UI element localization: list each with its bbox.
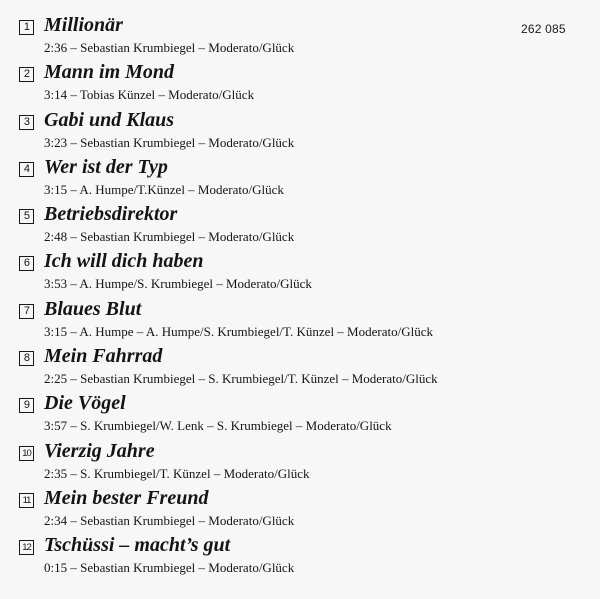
track-item bbox=[19, 434, 579, 481]
track-item bbox=[19, 55, 579, 102]
track-details: 2:34 – Sebastian Krumbiegel – Moderato/Glück bbox=[44, 512, 295, 528]
track-number-box: 9 bbox=[19, 398, 34, 413]
track-title: Mann im Mond bbox=[44, 61, 175, 84]
track-title: Mein Fahrrad bbox=[44, 345, 163, 368]
track-title: Ich will dich haben bbox=[44, 250, 204, 273]
track-item bbox=[19, 339, 579, 386]
track-number-box: 6 bbox=[19, 256, 34, 271]
track-details: 3:23 – Sebastian Krumbiegel – Moderato/Glück bbox=[44, 134, 295, 150]
track-title: Mein bester Freund bbox=[44, 486, 209, 509]
track-title: Blaues Blut bbox=[44, 297, 142, 320]
track-details: 2:48 – Sebastian Krumbiegel – Moderato/Glück bbox=[44, 229, 295, 245]
track-item bbox=[19, 481, 579, 528]
track-details: 3:57 – S. Krumbiegel/W. Lenk – S. Krumbiegel – Moderato/Glück bbox=[44, 418, 392, 434]
track-item bbox=[19, 528, 579, 575]
track-number-box: 12 bbox=[19, 540, 34, 555]
track-number-box: 1 bbox=[19, 20, 34, 35]
track-title: Vierzig Jahre bbox=[44, 439, 155, 462]
track-details: 3:14 – Tobias Künzel – Moderato/Glück bbox=[44, 87, 255, 103]
track-number-box: 10 bbox=[19, 446, 34, 461]
track-details: 2:25 – Sebastian Krumbiegel – S. Krumbiegel/T. Künzel – Moderato/Glück bbox=[44, 371, 438, 387]
catalog-number: 262 085 bbox=[521, 22, 566, 36]
track-number-box: 5 bbox=[19, 209, 34, 224]
track-title: Die Vögel bbox=[44, 392, 126, 415]
track-item bbox=[19, 8, 579, 55]
track-item bbox=[19, 103, 579, 150]
track-title: Millionär bbox=[44, 14, 123, 36]
track-details: 3:15 – A. Humpe/T.Künzel – Moderato/Glück bbox=[44, 181, 284, 197]
track-title: Betriebsdirektor bbox=[44, 203, 178, 226]
track-number-box: 8 bbox=[19, 351, 34, 366]
track-item bbox=[19, 386, 579, 433]
track-details: 0:15 – Sebastian Krumbiegel – Moderato/Glück bbox=[44, 560, 295, 576]
track-item bbox=[19, 292, 579, 339]
track-number-box: 3 bbox=[19, 115, 34, 130]
track-item bbox=[19, 197, 579, 244]
track-title: Tschüssi – macht’s gut bbox=[44, 534, 231, 557]
track-item bbox=[19, 150, 579, 197]
track-list bbox=[19, 8, 579, 576]
track-details: 3:53 – A. Humpe/S. Krumbiegel – Moderato/Glück bbox=[44, 276, 312, 292]
track-number-box: 4 bbox=[19, 162, 34, 177]
track-item bbox=[19, 244, 579, 291]
track-details: 3:15 – A. Humpe – A. Humpe/S. Krumbiegel/T. Künzel – Moderato/Glück bbox=[44, 323, 433, 339]
track-number-box: 7 bbox=[19, 304, 34, 319]
track-details: 2:36 – Sebastian Krumbiegel – Moderato/Glück bbox=[44, 40, 295, 55]
track-title: Wer ist der Typ bbox=[44, 155, 168, 178]
track-number-box: 11 bbox=[19, 493, 34, 508]
track-number-box: 2 bbox=[19, 67, 34, 82]
track-details: 2:35 – S. Krumbiegel/T. Künzel – Moderato/Glück bbox=[44, 465, 310, 481]
track-title: Gabi und Klaus bbox=[44, 108, 175, 131]
